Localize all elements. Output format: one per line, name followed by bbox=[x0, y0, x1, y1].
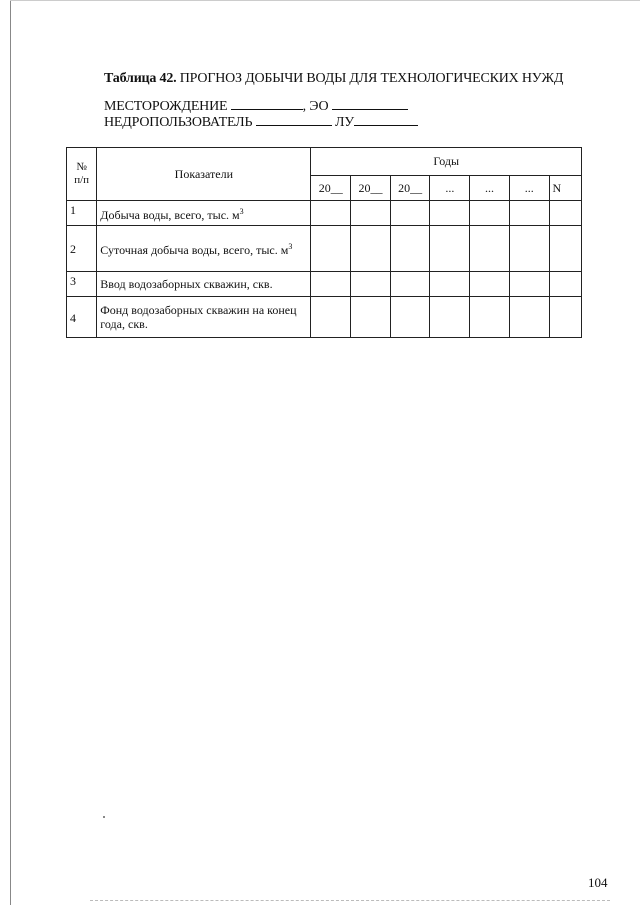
header-year-6: ... bbox=[509, 176, 549, 201]
header-year-3: 20__ bbox=[390, 176, 430, 201]
value-cell bbox=[470, 226, 510, 272]
header-num-symbol: № bbox=[76, 161, 87, 173]
deposit-label: МЕСТОРОЖДЕНИЕ bbox=[104, 99, 228, 114]
scan-edge-top bbox=[10, 0, 640, 1]
row-number: 1 bbox=[67, 201, 97, 226]
subsoil-user-line bbox=[104, 113, 418, 131]
value-cell bbox=[470, 201, 510, 226]
page-number: 104 bbox=[588, 875, 608, 890]
value-cell bbox=[430, 201, 470, 226]
eo-blank bbox=[332, 97, 408, 110]
value-cell bbox=[390, 297, 430, 338]
value-cell bbox=[509, 201, 549, 226]
value-cell bbox=[311, 297, 351, 338]
row-indicator-text: Суточная добыча воды, всего, тыс. м bbox=[100, 243, 289, 257]
table-row bbox=[67, 272, 582, 297]
row-indicator-superscript: 3 bbox=[288, 242, 293, 251]
table-row bbox=[67, 226, 582, 272]
value-cell bbox=[311, 226, 351, 272]
scan-speck bbox=[103, 816, 105, 818]
scan-edge-bottom bbox=[90, 900, 610, 902]
value-cell bbox=[351, 297, 391, 338]
value-cell bbox=[549, 272, 581, 297]
header-year-1: 20__ bbox=[311, 176, 351, 201]
value-cell bbox=[470, 297, 510, 338]
value-cell bbox=[549, 297, 581, 338]
header-year-2: 20__ bbox=[351, 176, 391, 201]
value-cell bbox=[549, 226, 581, 272]
value-cell bbox=[430, 297, 470, 338]
value-cell bbox=[509, 272, 549, 297]
value-cell bbox=[390, 272, 430, 297]
row-number: 4 bbox=[67, 297, 97, 338]
value-cell bbox=[549, 201, 581, 226]
value-cell bbox=[311, 201, 351, 226]
table-title bbox=[104, 71, 563, 87]
value-cell bbox=[351, 201, 391, 226]
table-row bbox=[67, 201, 582, 226]
scan-edge-left bbox=[10, 0, 11, 905]
value-cell bbox=[509, 297, 549, 338]
subsoil-user-blank bbox=[256, 113, 332, 126]
header-year-5: ... bbox=[470, 176, 510, 201]
row-number: 2 bbox=[67, 226, 97, 272]
value-cell bbox=[470, 272, 510, 297]
header-year-4: ... bbox=[430, 176, 470, 201]
row-indicator bbox=[97, 297, 311, 338]
row-indicator-text: Добыча воды, всего, тыс. м bbox=[100, 207, 240, 222]
header-row-1 bbox=[67, 148, 582, 176]
lu-blank bbox=[354, 113, 418, 126]
value-cell bbox=[390, 226, 430, 272]
value-cell bbox=[390, 201, 430, 226]
row-indicator bbox=[97, 272, 311, 297]
table-row bbox=[67, 297, 582, 338]
value-cell bbox=[430, 226, 470, 272]
row-indicator-text: Фонд водозаборных скважин на конец года, скв. bbox=[100, 303, 297, 331]
table-title-text: ПРОГНОЗ ДОБЫЧИ ВОДЫ ДЛЯ ТЕХНОЛОГИЧЕСКИХ НУЖД bbox=[179, 71, 564, 86]
header-indicators: Показатели bbox=[97, 148, 311, 201]
subsoil-user-label: НЕДРОПОЛЬЗОВАТЕЛЬ bbox=[104, 115, 253, 130]
header-year-n: N bbox=[549, 176, 581, 201]
value-cell bbox=[430, 272, 470, 297]
eo-label: , ЭО bbox=[302, 99, 329, 114]
row-indicator-text: Ввод водозаборных скважин, скв. bbox=[100, 277, 273, 291]
row-indicator bbox=[97, 226, 311, 272]
lu-label: ЛУ bbox=[334, 115, 354, 130]
water-production-table bbox=[66, 147, 582, 338]
value-cell bbox=[351, 226, 391, 272]
row-indicator-superscript: 3 bbox=[239, 206, 244, 216]
row-number: 3 bbox=[67, 272, 97, 297]
header-num-cell bbox=[67, 148, 97, 201]
value-cell bbox=[351, 272, 391, 297]
value-cell bbox=[311, 272, 351, 297]
value-cell bbox=[509, 226, 549, 272]
header-years: Годы bbox=[311, 148, 582, 176]
table-title-number: Таблица 42. bbox=[104, 71, 177, 86]
header-num-abbrev: п/п bbox=[74, 174, 90, 186]
row-indicator bbox=[97, 201, 311, 226]
deposit-blank bbox=[231, 97, 303, 110]
